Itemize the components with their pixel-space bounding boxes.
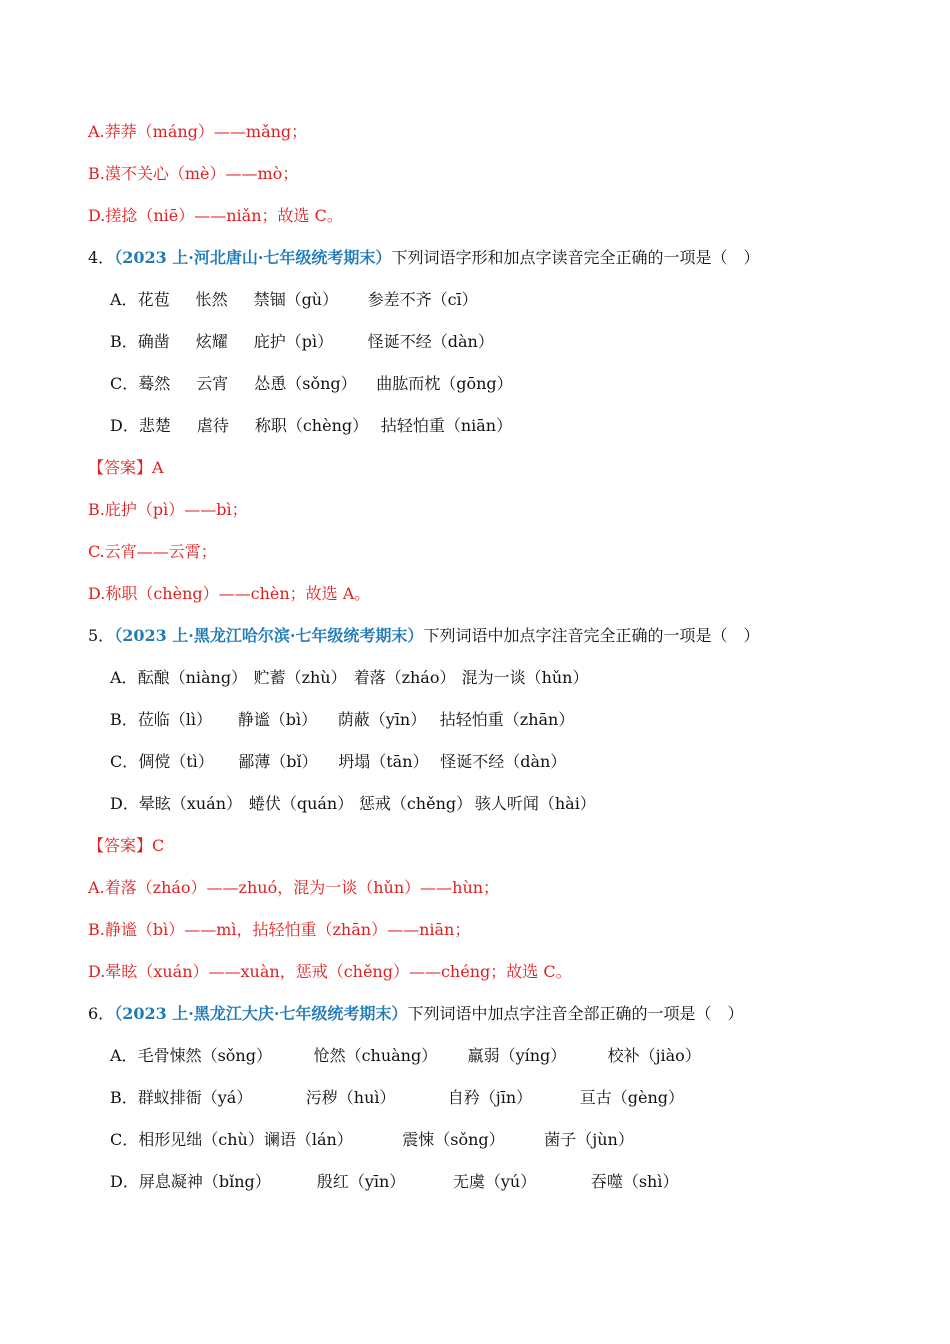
option-word: 荫蔽（yīn） — [337, 710, 427, 729]
option-label: B． — [110, 332, 138, 351]
option-word: 炫耀 — [195, 332, 228, 351]
option-word: 花苞 — [137, 290, 170, 309]
option-word: 虐待 — [196, 416, 229, 435]
answer-label: 【答案】C — [88, 836, 165, 855]
option-word: 酝酿（niàng） — [137, 668, 248, 687]
question-5-stem — [88, 626, 759, 646]
option-word: 相形见绌（chù）谰语（lán） — [138, 1130, 353, 1149]
question-source: （2023 上·黑龙江哈尔滨·七年级统考期末） — [114, 626, 424, 645]
question-text: 下列词语中加点字注音全部正确的一项是（ ） — [407, 1004, 744, 1023]
option-c — [110, 752, 566, 772]
option-b — [110, 710, 574, 730]
option-d — [110, 794, 596, 814]
analysis-line: A.着落（zháo）——zhuó，混为一谈（hǔn）——hùn； — [88, 878, 500, 897]
option-word: 无虞（yú） — [452, 1172, 537, 1191]
analysis-line: A.莽莽（máng）——mǎng； — [88, 122, 308, 141]
option-word: 骇人听闻（hài） — [474, 794, 596, 813]
option-label: C． — [110, 1130, 139, 1149]
option-word: 静谧（bì） — [237, 710, 318, 729]
option-c — [110, 374, 513, 394]
option-word: 鄙薄（bǐ） — [238, 752, 318, 771]
option-word: 蜷伏（quán） — [248, 794, 354, 813]
option-label: C． — [110, 752, 139, 771]
option-word: 确凿 — [137, 332, 170, 351]
option-word: 怂恿（sǒng） — [254, 374, 357, 393]
option-word: 莅临（lì） — [137, 710, 213, 729]
option-word: 拈轻怕重（zhān） — [439, 710, 575, 729]
option-word: 怅然 — [195, 290, 228, 309]
option-label: A． — [110, 668, 138, 687]
option-b — [110, 1088, 684, 1108]
option-word: 倜傥（tì） — [138, 752, 214, 771]
option-word: 怪诞不经（dàn） — [367, 332, 494, 351]
option-label: C． — [110, 374, 139, 393]
option-word: 亘古（gèng） — [579, 1088, 685, 1107]
option-word: 自矜（jīn） — [447, 1088, 533, 1107]
question-number: 4． — [88, 248, 115, 267]
option-word: 菌子（jùn） — [544, 1130, 634, 1149]
question-number: 5． — [88, 626, 115, 645]
option-word: 混为一谈（hǔn） — [461, 668, 589, 687]
option-word: 蓦然 — [138, 374, 171, 393]
question-6-stem — [88, 1004, 743, 1024]
option-word: 云宵 — [196, 374, 229, 393]
option-word: 贮蓄（zhù） — [253, 668, 347, 687]
question-number: 6． — [88, 1004, 115, 1023]
question-source: （2023 上·黑龙江大庆·七年级统考期末） — [114, 1004, 408, 1023]
analysis-line: D.称职（chèng）——chèn；故选 A。 — [88, 584, 371, 603]
option-word: 庇护（pì） — [253, 332, 334, 351]
analysis-line: B.漠不关心（mè）——mò； — [88, 164, 299, 183]
option-a — [110, 1046, 701, 1066]
analysis-line: D.搓捻（niē）——niǎn；故选 C。 — [88, 206, 343, 225]
option-word: 坍塌（tān） — [338, 752, 429, 771]
option-label: B． — [110, 1088, 138, 1107]
option-word: 殷红（yīn） — [316, 1172, 406, 1191]
analysis-line: D.晕眩（xuán）——xuàn，惩戒（chěng）——chéng；故选 C。 — [88, 962, 572, 981]
option-word: 拈轻怕重（niān） — [380, 416, 513, 435]
option-word: 校补（jiào） — [607, 1046, 701, 1065]
option-word: 吞噬（shì） — [590, 1172, 679, 1191]
option-word: 毛骨悚然（sǒng） — [137, 1046, 272, 1065]
option-label: A． — [110, 1046, 138, 1065]
option-label: A． — [110, 290, 138, 309]
option-word: 称职（chèng） — [254, 416, 369, 435]
option-word: 晕眩（xuán） — [138, 794, 243, 813]
option-word: 怪诞不经（dàn） — [440, 752, 567, 771]
option-word: 悲楚 — [138, 416, 171, 435]
option-d — [110, 416, 512, 436]
option-b — [110, 332, 494, 352]
option-label: D． — [110, 794, 139, 813]
answer-label: 【答案】A — [88, 458, 164, 477]
option-a — [110, 290, 478, 310]
option-word: 屏息凝神（bǐng） — [138, 1172, 271, 1191]
option-word: 羸弱（yíng） — [467, 1046, 567, 1065]
option-a — [110, 668, 588, 688]
option-word: 群蚁排衙（yá） — [137, 1088, 253, 1107]
option-d — [110, 1172, 678, 1192]
question-source: （2023 上·河北唐山·七年级统考期末） — [114, 248, 392, 267]
option-word: 曲肱而枕（gōng） — [376, 374, 513, 393]
option-word: 参差不齐（cī） — [367, 290, 478, 309]
option-word: 着落（zháo） — [353, 668, 456, 687]
analysis-line: B.静谧（bì）——mì，拈轻怕重（zhān）——niān； — [88, 920, 471, 939]
option-word: 震悚（sǒng） — [402, 1130, 505, 1149]
question-4-stem — [88, 248, 759, 268]
option-word: 惩戒（chěng） — [358, 794, 473, 813]
question-text: 下列词语字形和加点字读音完全正确的一项是（ ） — [391, 248, 760, 267]
option-c — [110, 1130, 634, 1150]
option-word: 怆然（chuàng） — [313, 1046, 438, 1065]
analysis-line: B.庇护（pì）——bì； — [88, 500, 248, 519]
question-text: 下列词语中加点字注音完全正确的一项是（ ） — [423, 626, 760, 645]
option-word: 污秽（huì） — [305, 1088, 396, 1107]
option-word: 禁锢（gù） — [253, 290, 339, 309]
option-label: D． — [110, 1172, 139, 1191]
option-label: D． — [110, 416, 139, 435]
option-label: B． — [110, 710, 138, 729]
analysis-line: C.云宵——云霄； — [88, 542, 217, 561]
